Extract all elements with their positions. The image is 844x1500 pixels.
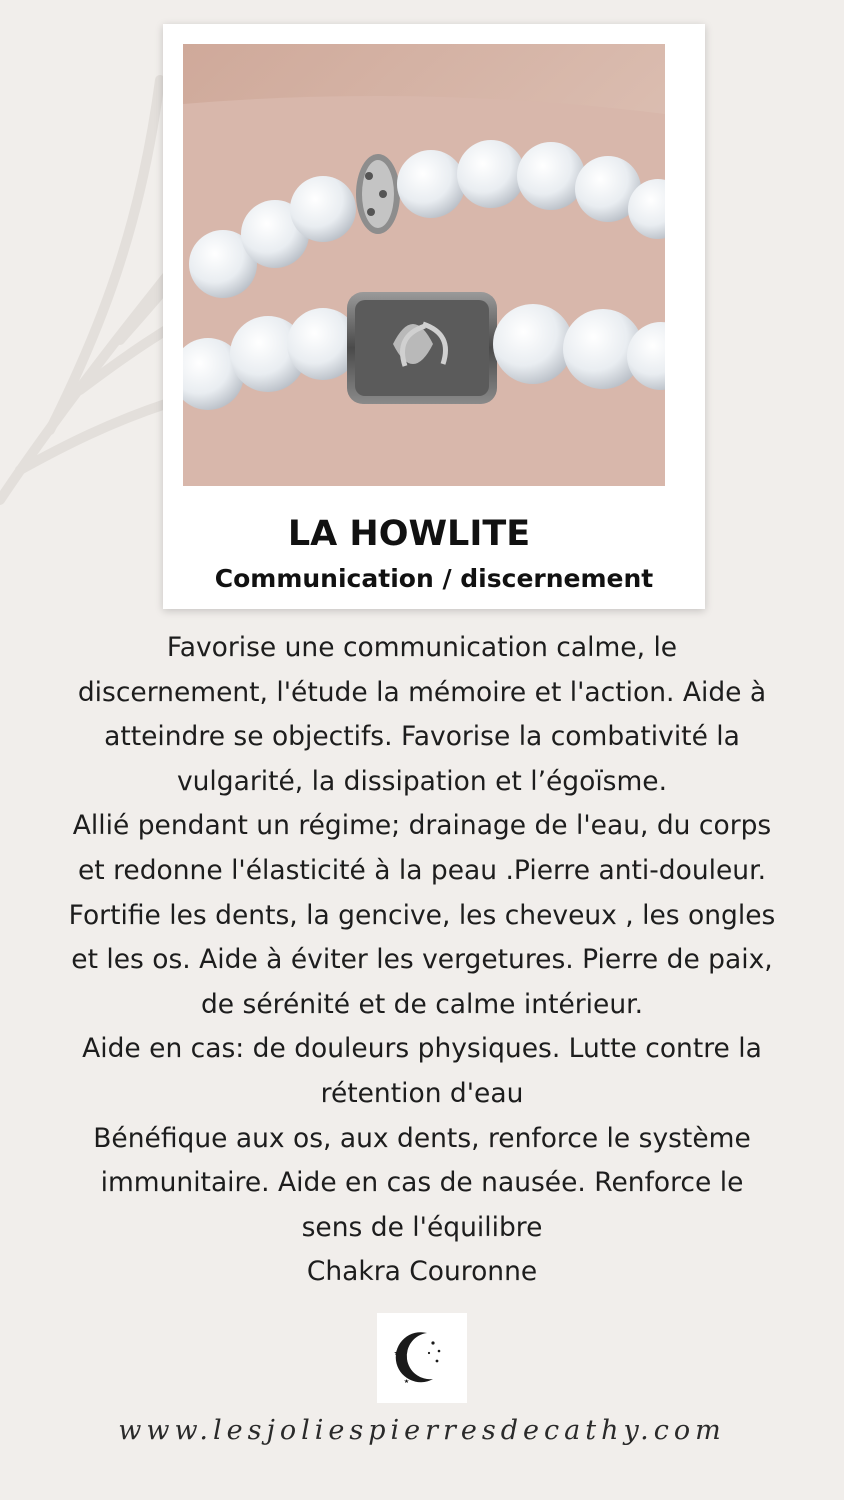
description-line: discernement, l'étude la mémoire et l'action. Aide à (77, 676, 767, 708)
description-line: Bénéfique aux os, aux dents, renforce le système (93, 1122, 751, 1154)
description-line: Fortifie les dents, la gencive, les cheveux , les ongles (68, 899, 776, 931)
description-line: Aide en cas: de douleurs physiques. Lutte contre la (82, 1033, 762, 1065)
description-line: immunitaire. Aide en cas de nausée. Renforce le (100, 1167, 744, 1199)
description-line: Favorise une communication calme, le (166, 632, 678, 663)
stone-description (30, 626, 814, 1295)
stone-subtitle: Communication / discernement (214, 564, 654, 593)
description-line: Allié pendant un régime; drainage de l'eau, du corps (72, 810, 772, 842)
stone-title: LA HOWLITE (287, 514, 531, 554)
website-link[interactable]: www.lesjoliespierresdecathy.com (118, 1415, 726, 1446)
description-line: de sérénité et de calme intérieur. (200, 988, 644, 1020)
bracelet-photo (183, 44, 665, 486)
description-line: Chakra Couronne (306, 1256, 538, 1288)
polaroid-card (163, 24, 705, 609)
description-line: et les os. Aide à éviter les vergetures. Pierre de paix, (71, 944, 773, 976)
description-line: sens de l'équilibre (301, 1211, 543, 1243)
bracelet-illustration (183, 44, 665, 486)
triskele-metal-bead (347, 292, 497, 404)
description-line: et redonne l'élasticité à la peau .Pierre anti-douleur. (77, 854, 766, 886)
brand-logo (377, 1313, 467, 1403)
description-line: vulgarité, la dissipation et l’égoïsme. (176, 765, 668, 797)
crescent-moon-logo-icon (377, 1313, 467, 1403)
description-line: atteindre se objectifs. Favorise la combativité la (104, 721, 740, 753)
description-line: rétention d'eau (320, 1077, 524, 1109)
silver-spacer-bead (356, 154, 400, 234)
